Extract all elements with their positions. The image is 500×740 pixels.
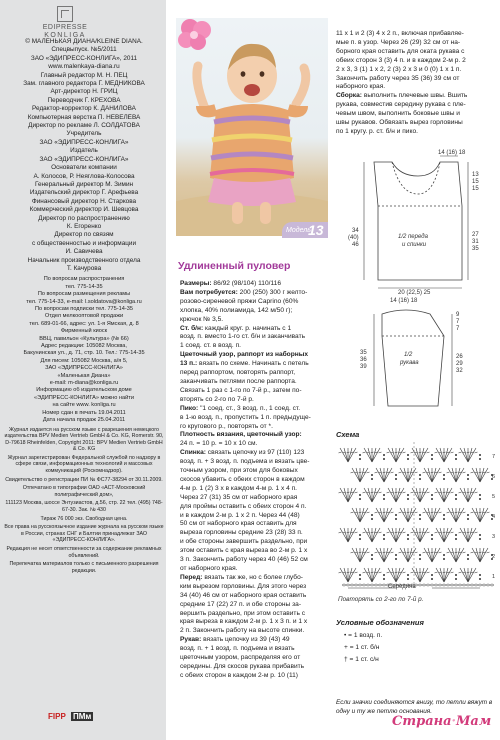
imprint-contact-line: Для писем: 105082 Москва, а/я 5, bbox=[40, 357, 128, 364]
text-line bbox=[336, 110, 496, 119]
instruction-text: возд. п. + 1 возд. п. подъема и вязать bbox=[180, 645, 295, 653]
text-line bbox=[180, 396, 332, 405]
schematic2-left-measure-1: 35 bbox=[360, 350, 367, 356]
imprint-legal-line: Свидетельство о регистрации ПИ № ФС77-38294 от 30.11.2009. bbox=[5, 476, 163, 483]
text-line bbox=[180, 494, 332, 503]
text-line bbox=[336, 92, 496, 101]
imprint-line: Спецвыпуск. №5/2011 bbox=[51, 46, 117, 54]
schematic2-label-2: рукава bbox=[400, 360, 419, 366]
imprint-contact-line: тел. 689-01-66, адрес: ул. 1-я Ямская, д. 8 bbox=[29, 320, 139, 327]
chart-bottom-caption: Повторять со 2-го по 7-й р. bbox=[338, 596, 424, 603]
instruction-text: наборного края. bbox=[336, 83, 386, 91]
chain-stitch-icon: • bbox=[344, 632, 347, 639]
instruction-text: рукава, совместив середину рукава с пле- bbox=[336, 101, 466, 109]
schematic2-top-measure: 14 (16) 18 bbox=[390, 298, 418, 304]
imprint-line: Зам. главного редактора Г. МЕДНИКОВА bbox=[23, 80, 145, 88]
imprint-legal-line: Журнал зарегистрирован Федеральной службой по надзору в сфере связи, информационных технологий и массовых коммуникаций (Роскомнадзор). bbox=[7, 454, 161, 475]
imprint-line: Т. Качурова bbox=[66, 264, 102, 272]
imprint-legal-line: 111123 Москва, шоссе Энтузиастов, д.56, стр. 22 тел. (495) 748-67-30. Зак. № 430 bbox=[5, 500, 163, 514]
imprint-contact-line: По вопросам размещения рекламы bbox=[37, 291, 131, 298]
text-line bbox=[180, 369, 332, 378]
instruction-text: ким вырезом горловины. Для этого через bbox=[180, 582, 307, 590]
text-line bbox=[180, 298, 332, 307]
legend-chain-stitch bbox=[344, 632, 382, 639]
chart-title: Схема bbox=[336, 430, 360, 439]
instruction-text: в 1-ю возд. п., пропустить 1 п. предыдуще- bbox=[180, 413, 311, 421]
imprint-contact-line: ВВЦ, павильон «Культура» (№ 66) bbox=[39, 335, 129, 342]
imprint-legal-line: Перепечатка материалов только с письменного разрешения редакции. bbox=[9, 561, 159, 574]
legend-note: Если значки соединяются внизу, то петли вяжут в одну и ту же петлю основания. bbox=[336, 699, 493, 715]
section-heading: Перед: bbox=[180, 573, 205, 581]
instruction-text: крючок № 3,5. bbox=[180, 315, 224, 323]
imprint-line: Директор по связям bbox=[54, 231, 114, 239]
text-line bbox=[180, 636, 332, 645]
schematic1-label: 1/2 переда bbox=[398, 234, 428, 240]
section-heading: 13 п.: bbox=[180, 360, 200, 368]
imprint-contact-line: на сайте www. konliga.ru bbox=[52, 402, 116, 409]
text-line bbox=[180, 610, 332, 619]
instruction-text: 1 соед. ст. в возд. п. bbox=[180, 342, 241, 350]
text-line bbox=[180, 574, 332, 583]
instruction-text: обеих сторон 3 (3) 4 п. и в каждом 2-м р. 2 bbox=[336, 56, 466, 64]
svg-text:7: 7 bbox=[492, 454, 496, 460]
text-line bbox=[180, 654, 332, 663]
imprint-contact-line: Фирменный киоск bbox=[60, 328, 108, 335]
text-line bbox=[180, 556, 332, 565]
text-line bbox=[336, 48, 496, 57]
imprint-line: К. Егоренко bbox=[66, 222, 102, 230]
imprint-line: Главный редактор М. Н. ПЕЦ bbox=[40, 71, 128, 79]
schematic1-left-measure-2: (40) bbox=[348, 235, 359, 241]
footer-logos bbox=[48, 712, 93, 721]
schematic1-right-measure-4: 27 bbox=[472, 232, 479, 238]
text-line bbox=[180, 512, 332, 521]
text-line bbox=[336, 30, 496, 39]
imprint-line: ЗАО «ЭДИПРЕСС-КОНЛИГА» bbox=[39, 138, 129, 146]
imprint-contact-line: По вопросам распространения bbox=[43, 276, 125, 283]
text-line bbox=[180, 440, 332, 449]
imprint-contact-line: Информацию об издательском доме bbox=[36, 387, 132, 394]
imprint-line: Директор по рекламе Л. СОЛДАТОВА bbox=[28, 122, 140, 130]
instruction-text: этом оставить с края выреза во 2-м р. 1 х bbox=[180, 547, 308, 555]
pattern-continuation bbox=[336, 30, 496, 137]
legend-chain-text: = 1 возд. п. bbox=[348, 632, 383, 639]
imprint-legal-line: Тираж 76 000 экз. Свободная цена. bbox=[40, 515, 128, 522]
text-line bbox=[180, 431, 332, 440]
imprint-line: © МАЛЕНЬКАЯ ДИАНА/KLEINE DIANA. bbox=[25, 38, 143, 45]
text-line bbox=[180, 325, 332, 334]
instruction-text: и в каждом 2-м р. 1 х 2 п. Через 44 (48) bbox=[180, 511, 300, 519]
instruction-text: Закончить работу через 35 (36) 39 см от bbox=[336, 74, 460, 82]
text-line bbox=[180, 485, 332, 494]
svg-text:2: 2 bbox=[492, 554, 496, 560]
legend-single-crochet bbox=[344, 644, 379, 651]
text-line bbox=[180, 547, 332, 556]
imprint-line: ЗАО «ЭДИПРЕСС-КОНЛИГА», 2011 bbox=[30, 54, 138, 62]
imprint-line: И. Савичева bbox=[65, 248, 103, 256]
imprint-line: Учредитель bbox=[66, 130, 102, 138]
section-heading: Спинка: bbox=[180, 449, 208, 457]
instruction-text: 86/92 (98/104) 110/116 bbox=[213, 280, 281, 287]
instruction-text: выполнить плечевые швы. Вшить bbox=[363, 92, 468, 100]
legend-dc-text: = 1 ст. с/н bbox=[349, 656, 379, 663]
schematic2-left-measure-3: 39 bbox=[360, 364, 367, 370]
text-line bbox=[180, 289, 332, 298]
instruction-text: 34 (40) 46 см от наборного края оставить bbox=[180, 591, 307, 599]
section-heading: Ст. б/н: bbox=[180, 324, 205, 332]
instruction-text: борного края оставить для оката рукава с bbox=[336, 47, 465, 55]
imprint-legal-line: Отпечатано в типографии ОАО «АСТ-Московский полиграфический дом», bbox=[22, 485, 146, 498]
text-line bbox=[180, 583, 332, 592]
fipp-logo: FIPP bbox=[48, 712, 66, 721]
schematic1-right-measure-1: 13 bbox=[472, 172, 479, 178]
instruction-text: по 1 кругу. р. ст. б/н и пико. bbox=[336, 127, 418, 135]
imprint-legal-line: Редакция не несет ответственности за содержание рекламных объявлений. bbox=[6, 546, 162, 559]
instruction-text: возд. п. + 3 возд. п. подъема и вязать цве- bbox=[180, 458, 310, 466]
instruction-text: вязать по схеме. Начинать с петель bbox=[199, 360, 309, 368]
double-crochet-icon: † bbox=[344, 656, 348, 663]
pattern-title: Удлиненный пуловер bbox=[178, 260, 291, 272]
section-heading: Сборка: bbox=[336, 92, 364, 100]
schematic2-label: 1/2 bbox=[404, 352, 413, 358]
instruction-text: го кругового р., повторять от *. bbox=[180, 422, 273, 430]
text-line bbox=[180, 672, 332, 681]
model-photo bbox=[176, 18, 328, 236]
imprint-line: Коммерческий директор И. Шевцова bbox=[29, 206, 139, 214]
schematic1-right-measure-3: 15 bbox=[472, 186, 479, 192]
instruction-text: 4-м р. 1 (2) 3 х в каждом 4-м р. 1 х 4 п. bbox=[180, 484, 297, 492]
instruction-text: 2 п. Закончить работу на высоте спинки. bbox=[180, 627, 305, 635]
text-line bbox=[180, 663, 332, 672]
text-line bbox=[180, 618, 332, 627]
model-label: Модель bbox=[286, 227, 311, 234]
instruction-text: 200 (250) 300 г желто- bbox=[239, 288, 308, 296]
schematic1-right-measure-5: 31 bbox=[472, 239, 479, 245]
watermark-dot: · bbox=[451, 714, 457, 729]
instruction-text: точным узором, при этом для боковых bbox=[180, 467, 298, 475]
imprint-contact-line: «Маленькая Диана» bbox=[57, 372, 111, 379]
imprint-contact-line: тел. 775-14-33, e-mail: l.soldatova@konliga.ru bbox=[26, 298, 142, 305]
schematic1-left-measure-1: 34 bbox=[352, 228, 359, 234]
instruction-text: розово-сиреневой пряжи Caprino (60% bbox=[180, 297, 299, 305]
section-heading: Плотность вязания, цветочный узор: bbox=[180, 431, 302, 439]
instruction-text: заканчивать петлями после раппорта. bbox=[180, 377, 297, 385]
text-line bbox=[336, 66, 496, 75]
schematic2-right-measure-1: 26 bbox=[456, 354, 463, 360]
instruction-text: "1 соед. ст., 3 возд. п., 1 соед. ст. bbox=[200, 404, 301, 412]
instruction-text: перед раппортом, повторять раппорт, bbox=[180, 369, 296, 377]
imprint-line: Арт-директор Н. ГРИЦ bbox=[50, 88, 118, 96]
svg-text:3: 3 bbox=[492, 534, 496, 540]
text-line bbox=[180, 387, 332, 396]
svg-text:5: 5 bbox=[492, 494, 496, 500]
schematic1-right-measure-6: 35 bbox=[472, 246, 479, 252]
model-number-badge bbox=[282, 222, 328, 238]
text-line bbox=[180, 601, 332, 610]
imprint-line: Директор по распространению bbox=[38, 214, 130, 222]
imprint-line: Переводчик Г. КРЕХОВА bbox=[47, 96, 121, 104]
schematic2-right-measure-2: 29 bbox=[456, 361, 463, 367]
text-line bbox=[180, 351, 332, 360]
imprint-contact-line: Отдел мелкооптовой продажи bbox=[44, 313, 124, 320]
imprint-contact-line: Дата начала продаж 25.04.2011 bbox=[42, 417, 126, 424]
instruction-text: 50 см от наборного края оставить для bbox=[180, 520, 297, 528]
schematic1-left-measure-3: 46 bbox=[352, 242, 359, 248]
text-line bbox=[180, 592, 332, 601]
instruction-text: Через 27 (31) 35 см от наборного края bbox=[180, 493, 298, 501]
legend-title: Условные обозначения bbox=[336, 618, 424, 627]
imprint-contact-line: e-mail: m-diana@konliga.ru bbox=[49, 380, 119, 387]
instruction-text: и обе стороны завершить раздельно, при bbox=[180, 538, 308, 546]
imprint-line: Редактор-корректор К. ДАНИЛОВА bbox=[32, 105, 136, 113]
text-line bbox=[180, 645, 332, 654]
schematic2-right-measure-5: 7 bbox=[456, 319, 460, 325]
instruction-text: средние 17 (22) 27 п. и обе стороны за- bbox=[180, 600, 302, 608]
instruction-text: цветочным узором, распределяя его от bbox=[180, 654, 301, 662]
text-line bbox=[180, 627, 332, 636]
instruction-text: вязать цепочку из 39 (43) 49 bbox=[203, 636, 290, 644]
imprint-contact-line: По вопросам подписки тел. 775-14-35 bbox=[35, 306, 133, 312]
hibiscus-flower-icon bbox=[176, 18, 216, 52]
imprint-line: Финансовый директор Н. Старкова bbox=[31, 197, 137, 205]
imprint-line: Основатели компании bbox=[51, 164, 117, 172]
instruction-text: Связать 1 раз с 1-го по 7-й р., затем по- bbox=[180, 386, 302, 394]
imprint-legal-line: Журнал издается на русском языке с разрешения немецкого издательства BPV Medien Vertrieb GmbH & Co. KG, Romerstr. 90, D-79618 Rheinfelden, Copyright 2011: BPV Medien Vertrieb GmbH & Co. KG bbox=[4, 426, 164, 453]
text-line bbox=[180, 467, 332, 476]
imprint-line: с общественностью и информации bbox=[31, 239, 137, 247]
imprint-contact-line: тел. 775-14-35 bbox=[65, 283, 103, 290]
schematic2-right-measure-6: 7 bbox=[456, 326, 460, 332]
text-line bbox=[336, 39, 496, 48]
instruction-text: 11 х 1 и 2 (3) 4 х 2 п., включая прибавляе- bbox=[336, 30, 464, 37]
svg-text:6: 6 bbox=[492, 474, 496, 480]
imprint-contact-line: Номер сдан в печать 19.04.2011 bbox=[42, 409, 126, 416]
text-line bbox=[180, 503, 332, 512]
text-line bbox=[336, 83, 496, 92]
instruction-text: вторять со 2-го по 7-й р. bbox=[180, 395, 254, 403]
instruction-text: середины. Для скосов рукава прибавить bbox=[180, 662, 305, 670]
instruction-text: мые п. в узор. Через 26 (29) 32 см от на- bbox=[336, 38, 461, 46]
text-line bbox=[336, 57, 496, 66]
instruction-text: края выреза в каждом 2-м р. 1 х 3 п. и 1 х bbox=[180, 618, 308, 626]
text-line bbox=[180, 458, 332, 467]
text-line bbox=[180, 405, 332, 414]
text-line bbox=[336, 101, 496, 110]
schematic1-label-2: и спинки bbox=[402, 242, 427, 248]
text-line bbox=[180, 449, 332, 458]
text-line bbox=[180, 423, 332, 432]
svg-text:1: 1 bbox=[492, 574, 496, 580]
instruction-text: с обеих сторон в каждом 2-м р. 10 (11) bbox=[180, 671, 298, 679]
imprint-contact-line: ЗАО «ЭДИПРЕСС-КОНЛИГА» bbox=[45, 365, 123, 372]
watermark-text-1: Страна bbox=[392, 714, 452, 729]
text-line bbox=[180, 360, 332, 369]
text-line bbox=[180, 307, 332, 316]
text-line bbox=[180, 520, 332, 529]
text-line bbox=[180, 333, 332, 342]
instruction-text: 3 п. Закончить работу через 40 (46) 52 см bbox=[180, 556, 308, 564]
schematic1-top-measure: 14 (16) 18 bbox=[438, 150, 466, 156]
legend-double-crochet bbox=[344, 656, 379, 663]
single-crochet-icon: + bbox=[344, 644, 348, 651]
imprint-line: Издатель bbox=[70, 147, 98, 155]
instruction-text: швы рукавов. Обвязать вырез горловины bbox=[336, 119, 463, 127]
section-heading: Размеры: bbox=[180, 280, 214, 287]
text-line bbox=[336, 75, 496, 84]
section-heading: Вам потребуется: bbox=[180, 288, 240, 296]
imprint-line: Генеральный директор М. Зимин bbox=[34, 180, 134, 188]
imprint-contact-line: Бакунинская ул., д. 71, стр. 10. Тел.: 775-14-35 bbox=[23, 350, 145, 357]
imprint-line: ЗАО «ЭДИПРЕСС-КОНЛИГА» bbox=[39, 155, 129, 163]
text-line bbox=[180, 538, 332, 547]
schematic2-right-measure-4: 9 bbox=[456, 312, 460, 318]
text-line bbox=[336, 119, 496, 128]
instruction-text: 24 п. = 10 р. = 10 х 10 см. bbox=[180, 440, 258, 448]
pattern-instructions bbox=[180, 280, 332, 681]
text-line bbox=[180, 529, 332, 538]
instruction-text: связать цепочку из 97 (110) 123 bbox=[207, 449, 305, 457]
imprint-line: www.malenkaya-diana.ru bbox=[48, 63, 120, 71]
section-heading: Цветочный узор, раппорт из наборных bbox=[180, 351, 309, 359]
instruction-text: вершить раздельно, при этом оставить с bbox=[180, 609, 306, 617]
pmm-logo: ПМм bbox=[73, 712, 92, 721]
svg-text:4: 4 bbox=[492, 514, 496, 520]
section-heading: Рукав: bbox=[180, 636, 204, 644]
section-heading: Пико: bbox=[180, 404, 201, 412]
text-line bbox=[180, 565, 332, 574]
imprint-contact-line: «ЭДИПРЕСС-КОНЛИГА» можно найти bbox=[34, 394, 134, 401]
watermark-text-2: Мам bbox=[456, 714, 492, 729]
publisher-logo bbox=[30, 6, 100, 40]
imprint-text bbox=[4, 38, 164, 574]
text-line bbox=[180, 378, 332, 387]
logo-text-1: EDIPRESSE bbox=[42, 24, 88, 31]
imprint-line: Компьютерная верстка П. НЕВЕЛЁВА bbox=[27, 113, 141, 121]
imprint-legal-line: Все права на русскоязычное издание журнала на русском языке в России, странах СНГ и Балтии принадлежат ЗАО «ЭДИПРЕСС-КОНЛИГА». bbox=[4, 524, 164, 544]
text-line bbox=[180, 414, 332, 423]
imprint-line: Издательский директор Г. Арефьева bbox=[29, 189, 139, 197]
schematic2-left-measure-2: 36 bbox=[360, 357, 367, 363]
instruction-text: для проймы оставить с обеих сторон 4 п. bbox=[180, 502, 307, 510]
instruction-text: хлопка, 40% полиамида, 142 м/50 г); bbox=[180, 306, 293, 314]
diagrams-area bbox=[334, 150, 500, 740]
edipresse-logo-icon bbox=[57, 6, 73, 22]
instruction-text: вязать так же, но с более глубо- bbox=[204, 573, 303, 581]
model-number: 13 bbox=[308, 222, 324, 238]
imprint-line: Начальник производственного отдела bbox=[27, 256, 141, 264]
schematic1-right-measure-2: 15 bbox=[472, 179, 479, 185]
text-line bbox=[180, 476, 332, 485]
instruction-text: каждый круг. р. начинать с 1 bbox=[205, 324, 292, 332]
site-watermark bbox=[392, 714, 491, 729]
imprint-line: А. Колосов, Р. Неяглова-Колосова bbox=[33, 172, 135, 180]
schematic2-right-measure-3: 32 bbox=[456, 368, 463, 374]
chart-center-label: Середина bbox=[388, 584, 416, 590]
instruction-text: чевым швом, выполнить боковые швы и bbox=[336, 110, 460, 118]
instruction-text: скосов убавить с обеих сторон в каждом bbox=[180, 475, 305, 483]
instruction-text: от наборного края. bbox=[180, 565, 238, 572]
logo-text-2: KONLIGA bbox=[44, 32, 86, 39]
imprint-column bbox=[0, 0, 166, 740]
text-line bbox=[180, 316, 332, 325]
imprint-contact-line: Адрес редакции: 105082 Москва, bbox=[41, 343, 127, 350]
instruction-text: выреза горловины средние 23 (28) 33 п. bbox=[180, 529, 303, 537]
stitch-chart bbox=[338, 442, 498, 590]
legend-sc-text: = 1 ст. б/н bbox=[349, 644, 380, 651]
instruction-text: 2 х 3, 3 (1) 1 х 2, 2 (3) 2 х 3 и 0 (0) 1 х 1 п. bbox=[336, 65, 462, 73]
text-line bbox=[336, 128, 496, 137]
instruction-text: возд. п. вместо 1-го ст. б/н и заканчивать bbox=[180, 333, 306, 341]
text-line bbox=[180, 342, 332, 351]
text-line bbox=[180, 280, 332, 289]
schematic1-bottom-measure: 20 (22,5) 25 bbox=[398, 290, 431, 296]
